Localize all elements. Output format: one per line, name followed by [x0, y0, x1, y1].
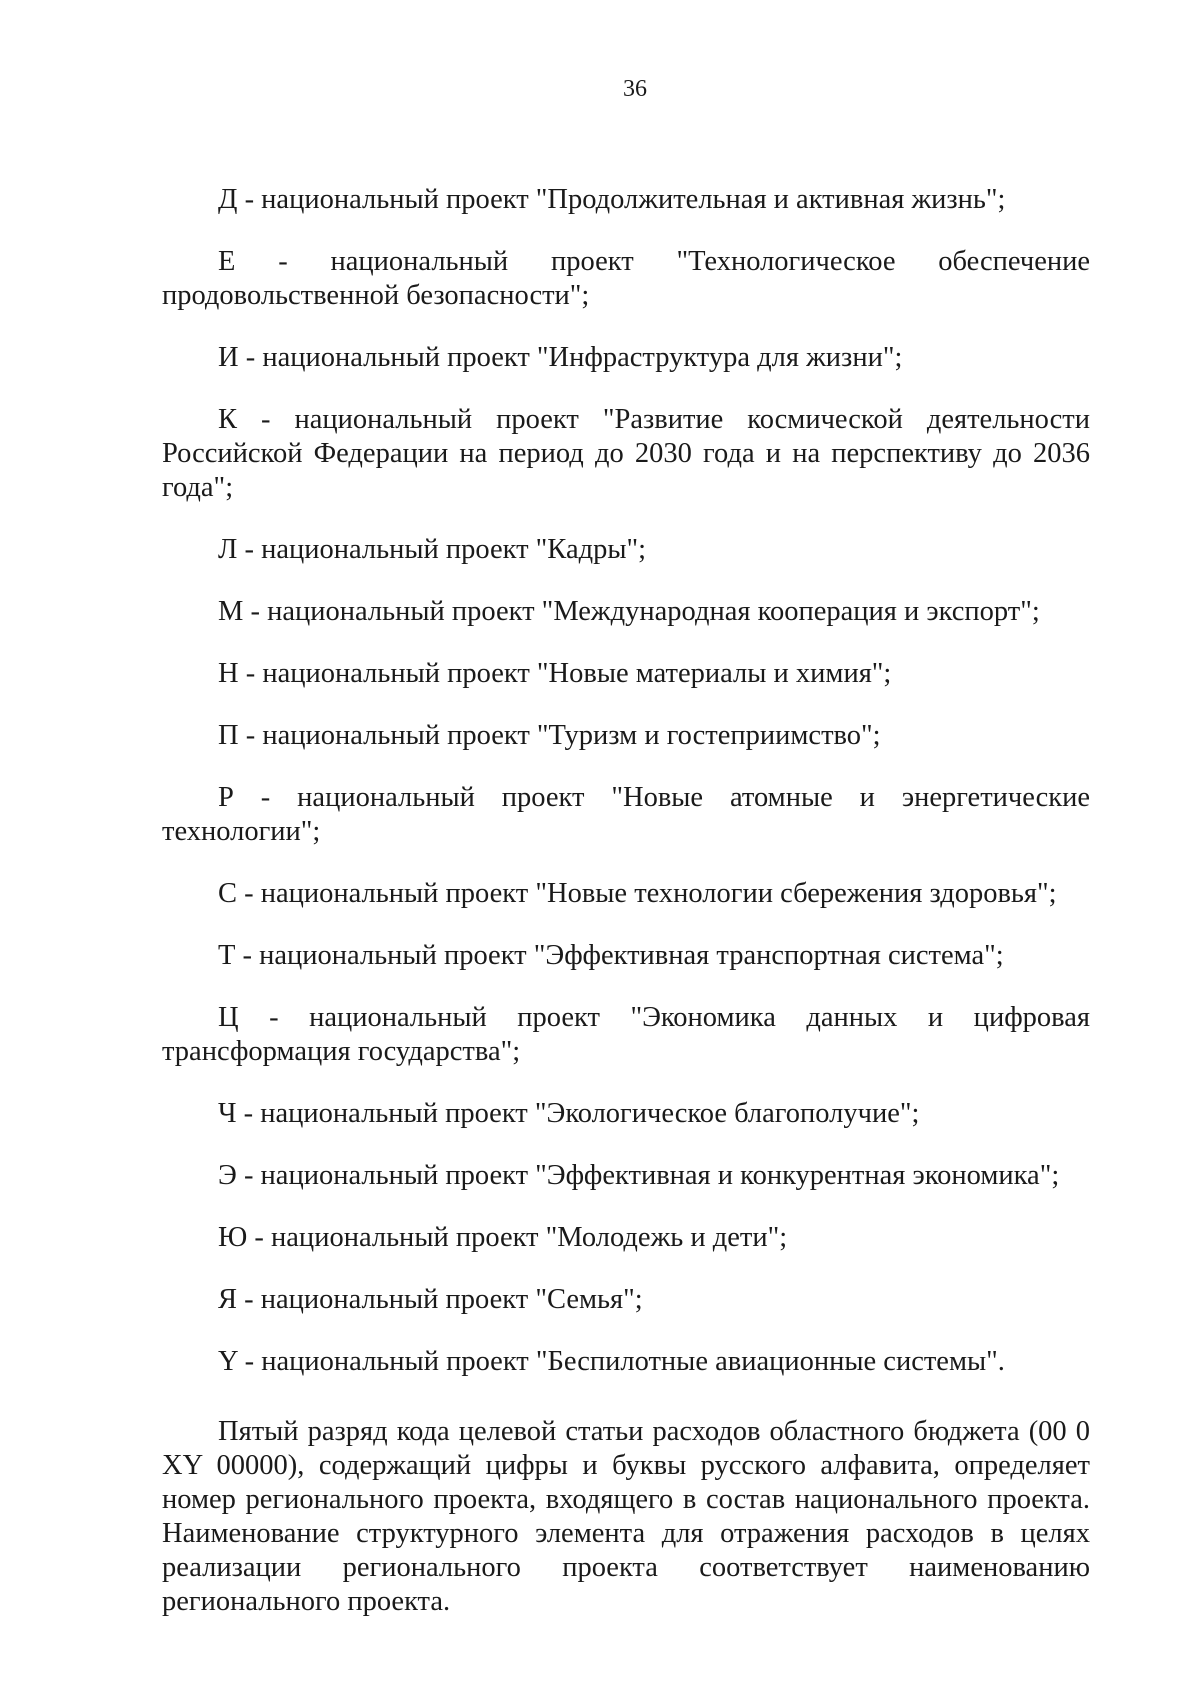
- list-item: Т - национальный проект "Эффективная транспортная система";: [218, 940, 1004, 971]
- list-item: Y - национальный проект "Беспилотные авиационные системы".: [218, 1346, 1005, 1377]
- list-item: Я - национальный проект "Семья";: [218, 1284, 643, 1315]
- list-item: Ю - национальный проект "Молодежь и дети";: [218, 1222, 788, 1253]
- page-number: 36: [623, 76, 647, 102]
- list-item: Ч - национальный проект "Экологическое благополучие";: [218, 1098, 920, 1129]
- list-item: М - национальный проект "Международная кооперация и экспорт";: [218, 596, 1040, 627]
- list-item: И - национальный проект "Инфраструктура для жизни";: [218, 342, 903, 373]
- list-item: Д - национальный проект "Продолжительная и активная жизнь";: [218, 184, 1006, 215]
- list-item: С - национальный проект "Новые технологии сбережения здоровья";: [218, 878, 1057, 909]
- document-body: [162, 183, 1090, 1647]
- list-item: Ц - национальный проект "Экономика данных и цифровая трансформация государства";: [162, 1002, 1090, 1067]
- list-item: Р - национальный проект "Новые атомные и энергетические технологии";: [162, 782, 1090, 847]
- list-item: Н - национальный проект "Новые материалы и химия";: [218, 658, 892, 689]
- list-item: Л - национальный проект "Кадры";: [218, 534, 647, 565]
- list-item: П - национальный проект "Туризм и гостеприимство";: [218, 720, 881, 751]
- final-paragraph: Пятый разряд кода целевой статьи расходов областного бюджета (00 0 XY 00000), содержащий цифры и буквы русского алфавита, определяет номер регионального проекта, входящего в состав национального проекта. Наименование структурного элемента для отражения расходов в целях реализации регионального проекта соответствует наименованию регионального проекта.: [162, 1416, 1090, 1617]
- list-item: Э - национальный проект "Эффективная и конкурентная экономика";: [218, 1160, 1060, 1191]
- list-item: К - национальный проект "Развитие космической деятельности Российской Федерации на период до 2030 года и на перспективу до 2036 года";: [162, 404, 1090, 503]
- list-item: Е - национальный проект "Технологическое обеспечение продовольственной безопасности";: [162, 246, 1090, 311]
